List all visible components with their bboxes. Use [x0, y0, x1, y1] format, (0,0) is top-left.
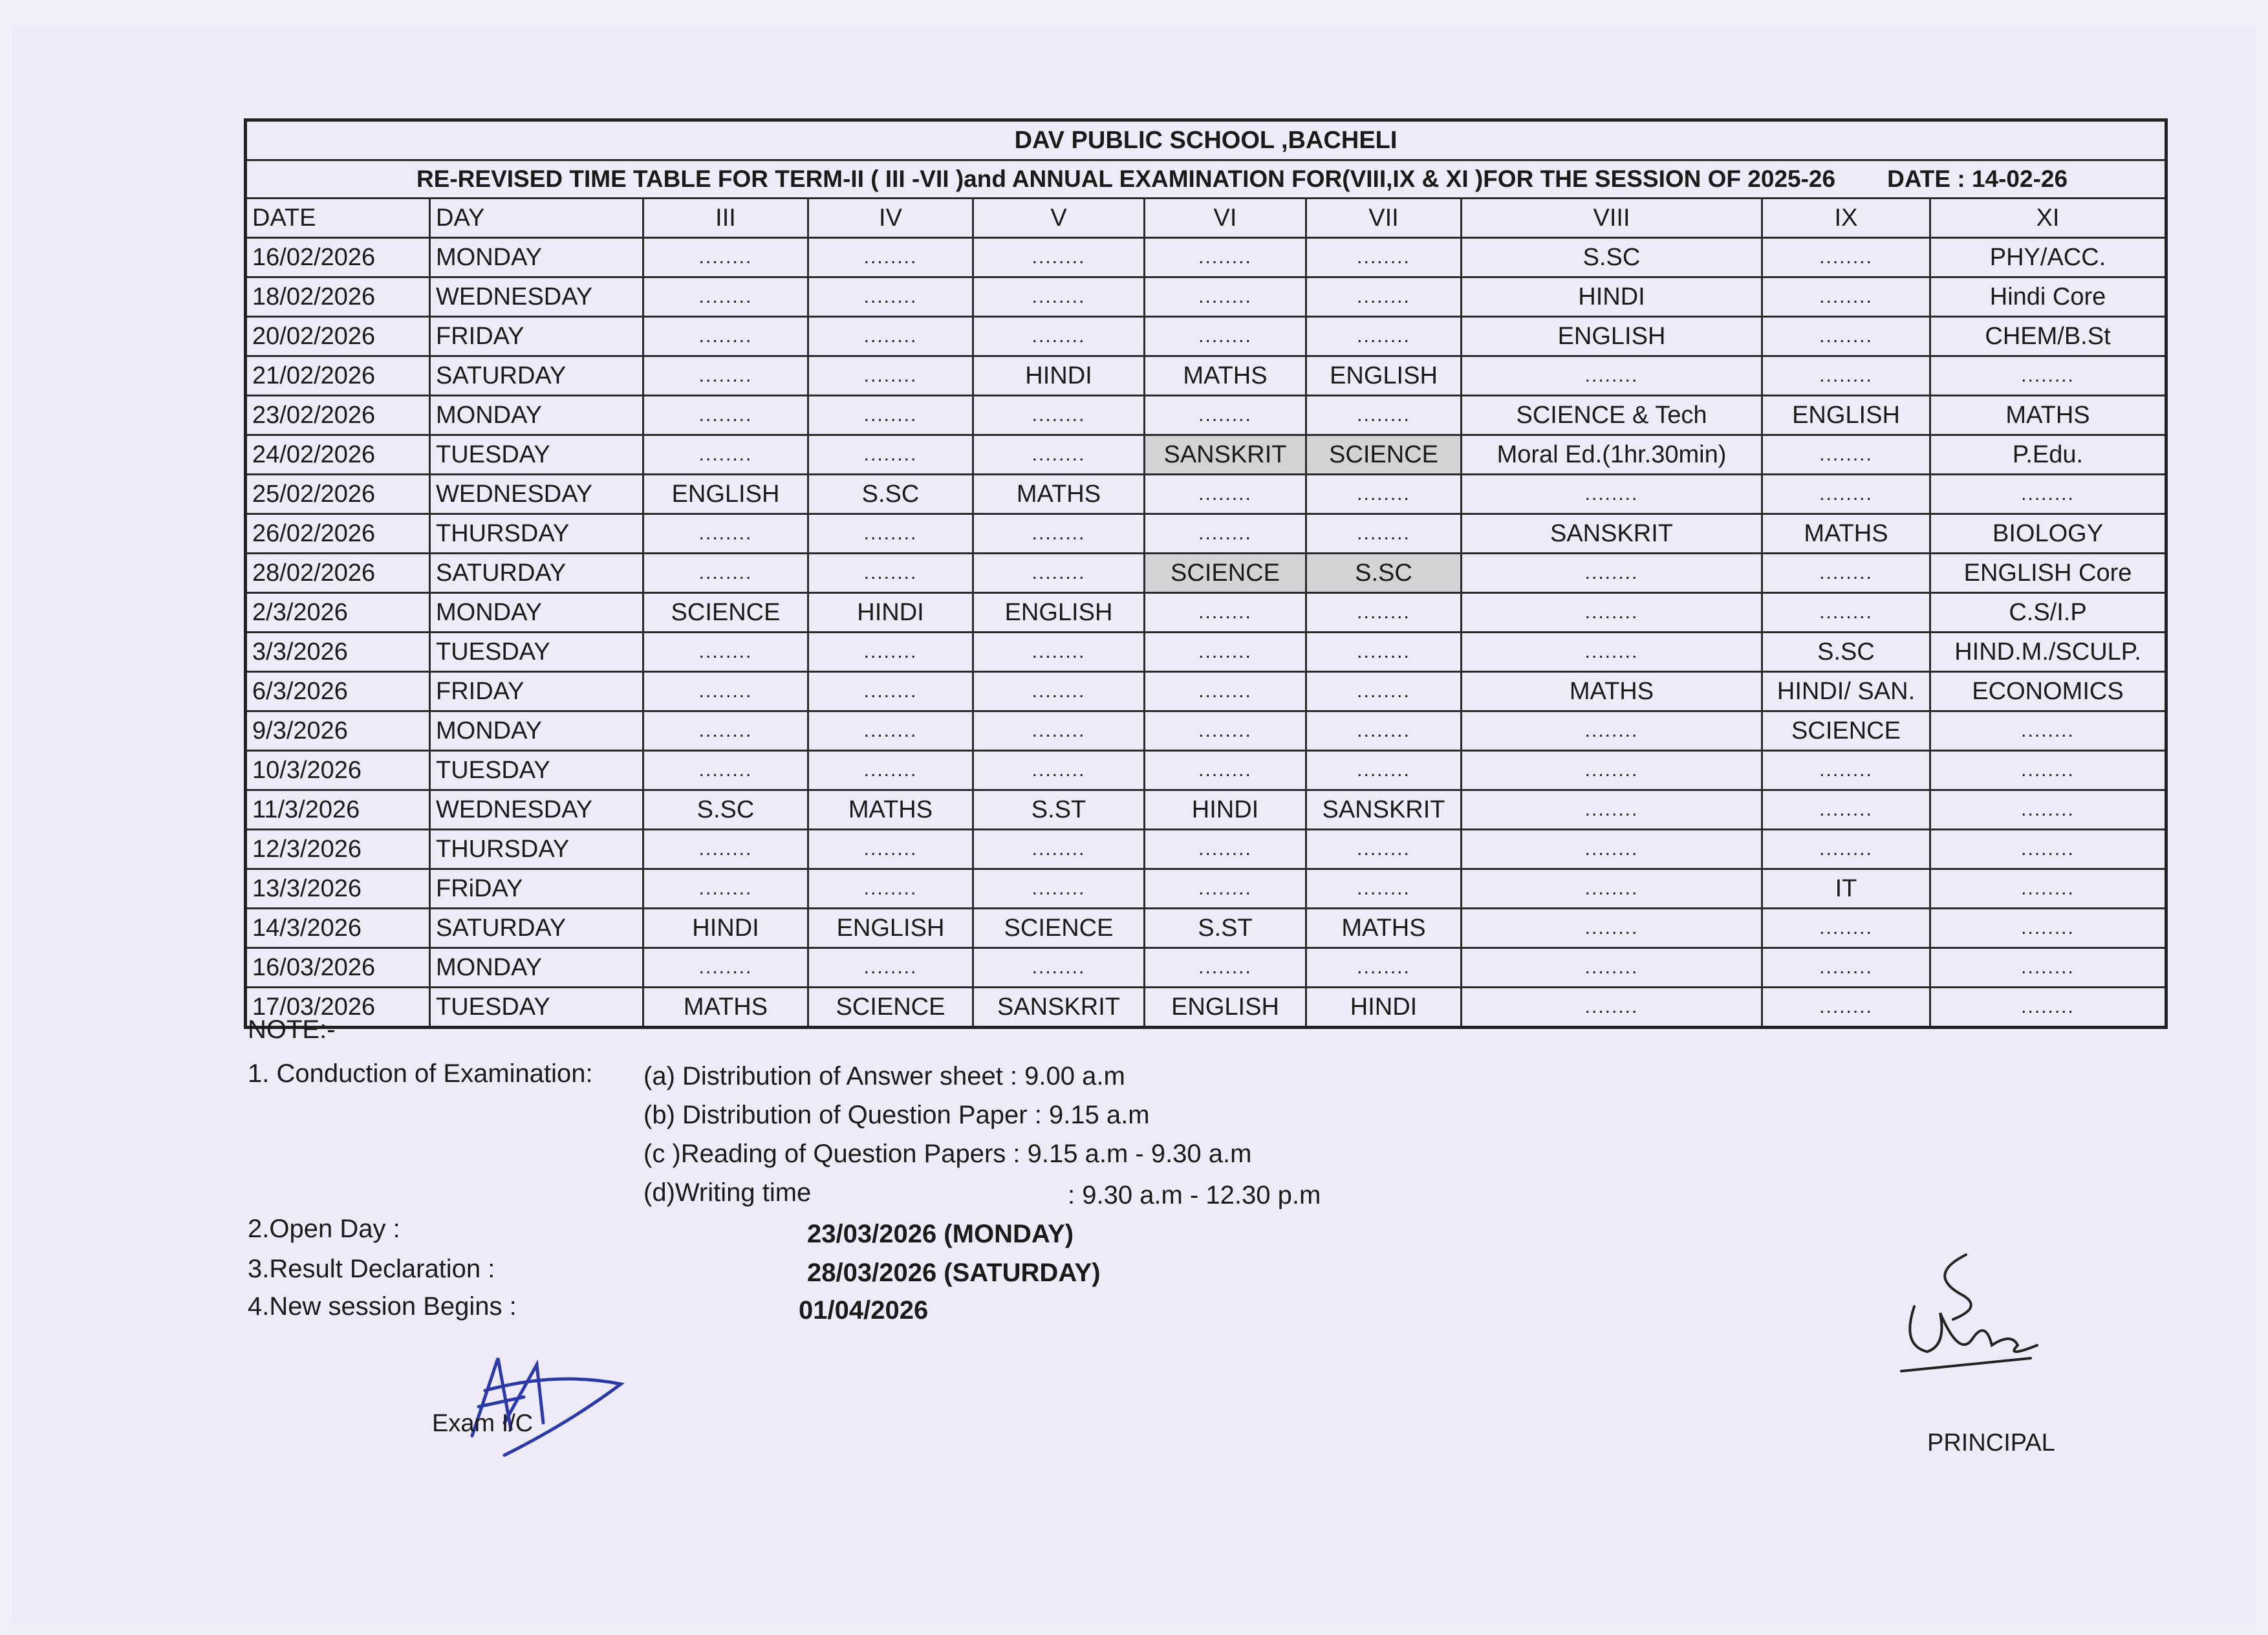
date-cell: 6/3/2026: [246, 672, 430, 711]
subject-cell: MATHS: [808, 790, 973, 830]
writing-time-value: : 9.30 a.m - 12.30 p.m: [1068, 1181, 1321, 1209]
subject-cell: CHEM/B.St: [1930, 317, 2166, 356]
subject-cell: MATHS: [1145, 356, 1306, 396]
day-cell: THURSDAY: [430, 830, 643, 869]
day-cell: TUESDAY: [430, 435, 643, 475]
subject-cell: ........: [1762, 554, 1930, 593]
table-row: [246, 514, 2166, 554]
subject-cell: HINDI: [643, 909, 808, 948]
subject-cell: ........: [1462, 751, 1762, 790]
column-header: XI: [1930, 199, 2166, 238]
open-day-label: 2.Open Day :: [248, 1215, 400, 1243]
subject-cell: ........: [1762, 435, 1930, 475]
subject-cell: ENGLISH: [973, 593, 1145, 633]
subject-cell: HINDI/ SAN.: [1762, 672, 1930, 711]
subject-cell: ........: [973, 514, 1145, 554]
column-header: VII: [1306, 199, 1462, 238]
table-row: [246, 435, 2166, 475]
date-cell: 13/3/2026: [246, 869, 430, 909]
subject-cell: ........: [1306, 672, 1462, 711]
subject-cell: ........: [973, 238, 1145, 277]
subject-cell: ENGLISH: [1762, 396, 1930, 435]
subject-cell: SCIENCE & Tech: [1462, 396, 1762, 435]
date-cell: 24/02/2026: [246, 435, 430, 475]
exam-ic-label: Exam I/C: [432, 1410, 534, 1437]
subject-cell: ........: [643, 238, 808, 277]
subject-cell: HINDI: [1145, 790, 1306, 830]
day-cell: MONDAY: [430, 711, 643, 751]
day-cell: WEDNESDAY: [430, 277, 643, 317]
subject-cell: ........: [1762, 751, 1930, 790]
subject-cell: ........: [1462, 869, 1762, 909]
exam-ic-signature-icon: [427, 1345, 640, 1462]
subject-cell: ........: [808, 396, 973, 435]
day-cell: TUESDAY: [430, 988, 643, 1028]
table-row: [246, 317, 2166, 356]
subject-cell: ........: [1145, 475, 1306, 514]
table-row: [246, 948, 2166, 988]
subject-cell: ........: [808, 633, 973, 672]
subject-cell: ........: [808, 356, 973, 396]
subject-cell: ........: [643, 435, 808, 475]
subject-cell: PHY/ACC.: [1930, 238, 2166, 277]
note-item: (c )Reading of Question Papers : 9.15 a.m - 9.30 a.m: [643, 1140, 1252, 1168]
day-cell: TUESDAY: [430, 633, 643, 672]
subject-cell: ENGLISH: [808, 909, 973, 948]
subject-cell: ........: [973, 830, 1145, 869]
subject-cell: ........: [973, 435, 1145, 475]
subject-cell: ........: [1762, 356, 1930, 396]
subject-cell: ........: [643, 356, 808, 396]
subject-cell: ENGLISH: [1145, 988, 1306, 1028]
subject-cell: S.SC: [1762, 633, 1930, 672]
subject-cell: ........: [1306, 277, 1462, 317]
subject-cell: ........: [643, 672, 808, 711]
subject-cell: ........: [1462, 909, 1762, 948]
subject-cell: ........: [1762, 909, 1930, 948]
date-cell: 21/02/2026: [246, 356, 430, 396]
subject-cell: ........: [973, 672, 1145, 711]
subject-cell: ........: [643, 554, 808, 593]
subject-cell: ........: [808, 514, 973, 554]
subject-cell: ........: [808, 751, 973, 790]
table-row: [246, 356, 2166, 396]
subject-cell: SCIENCE: [1145, 554, 1306, 593]
subject-cell: ........: [1930, 909, 2166, 948]
subject-cell: Moral Ed.(1hr.30min): [1462, 435, 1762, 475]
subject-cell: MATHS: [1306, 909, 1462, 948]
subject-cell: ........: [1145, 514, 1306, 554]
subject-cell: ........: [1145, 277, 1306, 317]
subject-cell: S.SC: [808, 475, 973, 514]
subject-cell: ........: [1762, 277, 1930, 317]
column-header: DATE: [246, 199, 430, 238]
result-value: 28/03/2026 (SATURDAY): [807, 1259, 1101, 1287]
new-session-label: 4.New session Begins :: [248, 1292, 517, 1321]
date-cell: 16/02/2026: [246, 238, 430, 277]
subject-cell: SANSKRIT: [973, 988, 1145, 1028]
subject-cell: ........: [643, 633, 808, 672]
subject-cell: ........: [1930, 790, 2166, 830]
subject-cell: ........: [1462, 554, 1762, 593]
day-cell: MONDAY: [430, 948, 643, 988]
subject-cell: ........: [1462, 988, 1762, 1028]
subject-cell: ........: [808, 435, 973, 475]
subject-cell: S.SC: [1306, 554, 1462, 593]
timetable-body: [246, 238, 2166, 1028]
timetable: [244, 118, 2168, 1029]
subject-cell: ........: [1462, 475, 1762, 514]
subject-cell: ........: [808, 317, 973, 356]
column-header: VI: [1145, 199, 1306, 238]
table-row: [246, 554, 2166, 593]
table-row: [246, 909, 2166, 948]
subject-cell: ENGLISH: [1462, 317, 1762, 356]
subject-cell: ........: [643, 277, 808, 317]
day-cell: TUESDAY: [430, 751, 643, 790]
date-cell: 10/3/2026: [246, 751, 430, 790]
subject-cell: ........: [1306, 633, 1462, 672]
subject-cell: ........: [1930, 356, 2166, 396]
conduction-label: 1. Conduction of Examination:: [248, 1059, 593, 1088]
subject-cell: S.ST: [973, 790, 1145, 830]
timetable-subtitle: [246, 160, 2166, 199]
subject-cell: ........: [1145, 396, 1306, 435]
day-cell: FRIDAY: [430, 317, 643, 356]
day-cell: WEDNESDAY: [430, 475, 643, 514]
subject-cell: ........: [1462, 633, 1762, 672]
subject-cell: MATHS: [1762, 514, 1930, 554]
date-cell: 3/3/2026: [246, 633, 430, 672]
subject-cell: ........: [1930, 475, 2166, 514]
column-header: III: [643, 199, 808, 238]
subject-cell: ........: [808, 277, 973, 317]
date-cell: 16/03/2026: [246, 948, 430, 988]
subject-cell: ........: [973, 633, 1145, 672]
subject-cell: ........: [1762, 475, 1930, 514]
subject-cell: ........: [1306, 593, 1462, 633]
subject-cell: HINDI: [808, 593, 973, 633]
date-cell: 17/03/2026: [246, 988, 430, 1028]
subject-cell: ........: [1462, 593, 1762, 633]
subject-cell: SANSKRIT: [1462, 514, 1762, 554]
subject-cell: SANSKRIT: [1306, 790, 1462, 830]
subject-cell: ........: [643, 830, 808, 869]
subject-cell: P.Edu.: [1930, 435, 2166, 475]
subject-cell: ........: [1462, 711, 1762, 751]
subject-cell: ........: [643, 751, 808, 790]
principal-label: PRINCIPAL: [1927, 1429, 2055, 1456]
note-item: (a) Distribution of Answer sheet : 9.00 a.m: [643, 1062, 1125, 1090]
subject-cell: ........: [1462, 790, 1762, 830]
subject-cell: MATHS: [643, 988, 808, 1028]
subject-cell: ........: [1306, 751, 1462, 790]
subject-cell: ........: [1306, 475, 1462, 514]
subject-cell: SCIENCE: [643, 593, 808, 633]
subject-cell: ........: [808, 554, 973, 593]
table-row: [246, 751, 2166, 790]
principal-signature-icon: [1888, 1248, 2057, 1384]
subject-cell: ........: [1145, 238, 1306, 277]
subject-cell: ........: [808, 948, 973, 988]
column-header-row: [246, 199, 2166, 238]
subject-cell: ........: [808, 830, 973, 869]
subject-cell: ........: [1762, 238, 1930, 277]
subject-cell: BIOLOGY: [1930, 514, 2166, 554]
date-cell: 14/3/2026: [246, 909, 430, 948]
column-header: V: [973, 199, 1145, 238]
subject-cell: HINDI: [1306, 988, 1462, 1028]
date-cell: 25/02/2026: [246, 475, 430, 514]
subject-cell: ........: [973, 554, 1145, 593]
subject-cell: ........: [1762, 593, 1930, 633]
column-header: VIII: [1462, 199, 1762, 238]
subject-cell: ENGLISH: [643, 475, 808, 514]
date-cell: 23/02/2026: [246, 396, 430, 435]
table-row: [246, 593, 2166, 633]
subject-cell: ........: [1930, 948, 2166, 988]
day-cell: MONDAY: [430, 396, 643, 435]
column-header: DAY: [430, 199, 643, 238]
subject-cell: Hindi Core: [1930, 277, 2166, 317]
column-header: IX: [1762, 199, 1930, 238]
subject-cell: MATHS: [1930, 396, 2166, 435]
writing-time-label: (d)Writing time: [643, 1178, 812, 1207]
day-cell: THURSDAY: [430, 514, 643, 554]
table-row: [246, 830, 2166, 869]
subject-cell: ........: [1306, 396, 1462, 435]
subject-cell: ........: [973, 277, 1145, 317]
day-cell: SATURDAY: [430, 909, 643, 948]
table-row: [246, 869, 2166, 909]
subject-cell: ........: [1930, 751, 2166, 790]
subject-cell: SCIENCE: [1306, 435, 1462, 475]
subject-cell: HINDI: [1462, 277, 1762, 317]
subject-cell: IT: [1762, 869, 1930, 909]
table-row: [246, 790, 2166, 830]
subject-cell: ........: [1762, 988, 1930, 1028]
table-row: [246, 672, 2166, 711]
subject-cell: ........: [1145, 672, 1306, 711]
subject-cell: ........: [643, 317, 808, 356]
subject-cell: ........: [973, 869, 1145, 909]
subject-cell: ........: [1762, 317, 1930, 356]
day-cell: MONDAY: [430, 593, 643, 633]
subject-cell: SCIENCE: [1762, 711, 1930, 751]
subject-cell: ........: [643, 396, 808, 435]
subject-cell: MATHS: [1462, 672, 1762, 711]
subject-cell: ........: [1930, 988, 2166, 1028]
subject-cell: ........: [1145, 830, 1306, 869]
date-cell: 20/02/2026: [246, 317, 430, 356]
subject-cell: SANSKRIT: [1145, 435, 1306, 475]
table-row: [246, 475, 2166, 514]
school-name: DAV PUBLIC SCHOOL ,BACHELI: [246, 120, 2166, 160]
subject-cell: ........: [808, 869, 973, 909]
date-cell: 12/3/2026: [246, 830, 430, 869]
date-cell: 11/3/2026: [246, 790, 430, 830]
subject-cell: ........: [1462, 948, 1762, 988]
subject-cell: SCIENCE: [808, 988, 973, 1028]
subject-cell: ........: [1762, 790, 1930, 830]
day-cell: SATURDAY: [430, 554, 643, 593]
date-cell: 18/02/2026: [246, 277, 430, 317]
subject-cell: ........: [808, 238, 973, 277]
subject-cell: ........: [1306, 238, 1462, 277]
subject-cell: ........: [1306, 711, 1462, 751]
subject-cell: ........: [973, 396, 1145, 435]
subject-cell: ........: [973, 317, 1145, 356]
subject-cell: ........: [643, 711, 808, 751]
subject-cell: ........: [1462, 356, 1762, 396]
date-cell: 28/02/2026: [246, 554, 430, 593]
subject-cell: ........: [1462, 830, 1762, 869]
subject-cell: SCIENCE: [973, 909, 1145, 948]
subject-cell: HINDI: [973, 356, 1145, 396]
day-cell: WEDNESDAY: [430, 790, 643, 830]
table-row: [246, 238, 2166, 277]
subtitle-text: RE-REVISED TIME TABLE FOR TERM-II ( III -VII )and ANNUAL EXAMINATION FOR(VIII,IX & XI )FOR THE SESSION OF 2025-26: [416, 166, 1836, 192]
subject-cell: ........: [1145, 633, 1306, 672]
table-row: [246, 711, 2166, 751]
table-row: [246, 396, 2166, 435]
date-cell: 9/3/2026: [246, 711, 430, 751]
subject-cell: ........: [1930, 830, 2166, 869]
subject-cell: ........: [1930, 869, 2166, 909]
subject-cell: ENGLISH: [1306, 356, 1462, 396]
subject-cell: S.SC: [643, 790, 808, 830]
subject-cell: ........: [643, 948, 808, 988]
subject-cell: ........: [973, 751, 1145, 790]
subject-cell: ........: [643, 869, 808, 909]
note-item: (b) Distribution of Question Paper : 9.15 a.m: [643, 1101, 1150, 1129]
day-cell: MONDAY: [430, 238, 643, 277]
subject-cell: ........: [808, 711, 973, 751]
subject-cell: ........: [1145, 711, 1306, 751]
open-day-value: 23/03/2026 (MONDAY): [807, 1220, 1074, 1248]
new-session-value: 01/04/2026: [799, 1296, 929, 1325]
date-cell: 26/02/2026: [246, 514, 430, 554]
subject-cell: ........: [808, 672, 973, 711]
table-row: [246, 988, 2166, 1028]
table-row: [246, 633, 2166, 672]
day-cell: FRiDAY: [430, 869, 643, 909]
subject-cell: S.SC: [1462, 238, 1762, 277]
subject-cell: ........: [1306, 948, 1462, 988]
subject-cell: ENGLISH Core: [1930, 554, 2166, 593]
subject-cell: ........: [1145, 317, 1306, 356]
subject-cell: ........: [1762, 830, 1930, 869]
subject-cell: ........: [1145, 948, 1306, 988]
subject-cell: S.ST: [1145, 909, 1306, 948]
table-row: [246, 277, 2166, 317]
subject-cell: ........: [1306, 869, 1462, 909]
subject-cell: ........: [1145, 869, 1306, 909]
subject-cell: ........: [1306, 830, 1462, 869]
subject-cell: ........: [973, 711, 1145, 751]
subject-cell: ECONOMICS: [1930, 672, 2166, 711]
day-cell: FRIDAY: [430, 672, 643, 711]
subject-cell: ........: [1306, 317, 1462, 356]
notes-heading: NOTE:-: [248, 1015, 336, 1044]
subject-cell: ........: [973, 948, 1145, 988]
day-cell: SATURDAY: [430, 356, 643, 396]
subject-cell: MATHS: [973, 475, 1145, 514]
subject-cell: ........: [1930, 711, 2166, 751]
subject-cell: HIND.M./SCULP.: [1930, 633, 2166, 672]
subject-cell: C.S/I.P: [1930, 593, 2166, 633]
date-cell: 2/3/2026: [246, 593, 430, 633]
subject-cell: ........: [1145, 593, 1306, 633]
subject-cell: ........: [1306, 514, 1462, 554]
issue-date: DATE : 14-02-26: [1887, 166, 2068, 192]
column-header: IV: [808, 199, 973, 238]
subject-cell: ........: [1762, 948, 1930, 988]
subject-cell: ........: [643, 514, 808, 554]
subject-cell: ........: [1145, 751, 1306, 790]
result-label: 3.Result Declaration :: [248, 1255, 495, 1283]
